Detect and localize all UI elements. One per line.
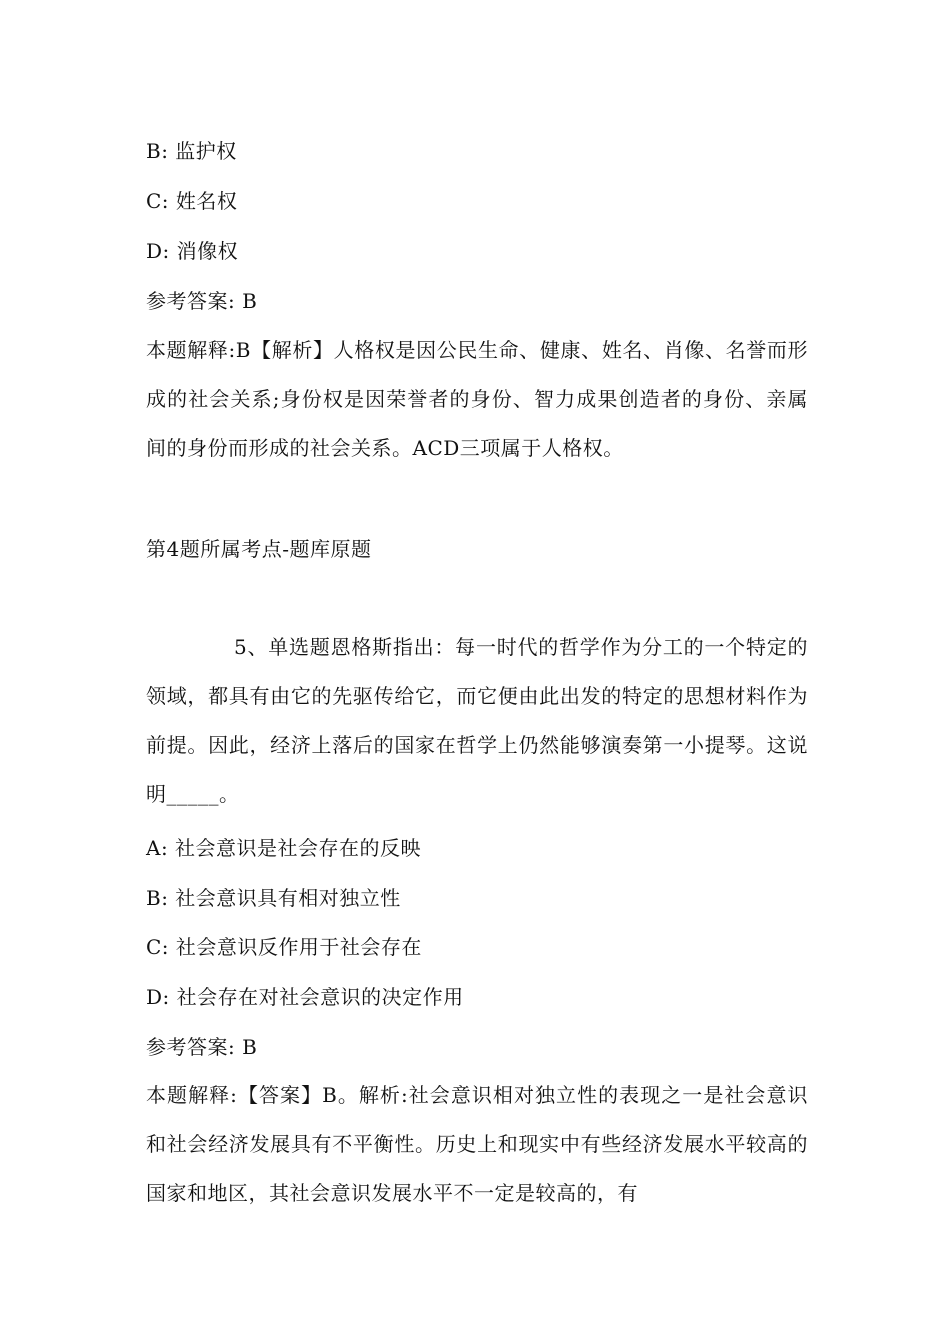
q3-option-c: C: 姓名权 [146, 189, 238, 213]
q5-answer: 参考答案: B [146, 1035, 258, 1059]
q4-topic: 第4题所属考点-题库原题 [146, 537, 372, 561]
q3-option-d: D: 消像权 [146, 239, 239, 263]
q3-answer: 参考答案: B [146, 289, 258, 313]
q3-explanation: 本题解释:B【解析】人格权是因公民生命、健康、姓名、肖像、名誉而形成的社会关系;身份权是因荣誉者的身份、智力成果创造者的身份、亲属间的身份而形成的社会关系。ACD三项属于人格权。 [146, 338, 808, 460]
q3-option-b: B: 监护权 [146, 139, 237, 163]
q5-explanation: 本题解释:【答案】B。解析:社会意识相对独立性的表现之一是社会意识和社会经济发展具有不平衡性。历史上和现实中有些经济发展水平较高的国家和地区，其社会意识发展水平不一定是较高的，有 [146, 1083, 808, 1205]
q5-stem: 5、单选题恩格斯指出：每一时代的哲学作为分工的一个特定的领域，都具有由它的先驱传给它，而它便由此出发的特定的思想材料作为前提。因此，经济上落后的国家在哲学上仍然能够演奏第一小提琴。这说明_____。 [146, 635, 808, 806]
q5-option-a: A: 社会意识是社会存在的反映 [146, 836, 422, 860]
q5-option-c: C: 社会意识反作用于社会存在 [146, 935, 422, 959]
q5-option-b: B: 社会意识具有相对独立性 [146, 886, 401, 910]
q5-option-d: D: 社会存在对社会意识的决定作用 [146, 985, 464, 1009]
